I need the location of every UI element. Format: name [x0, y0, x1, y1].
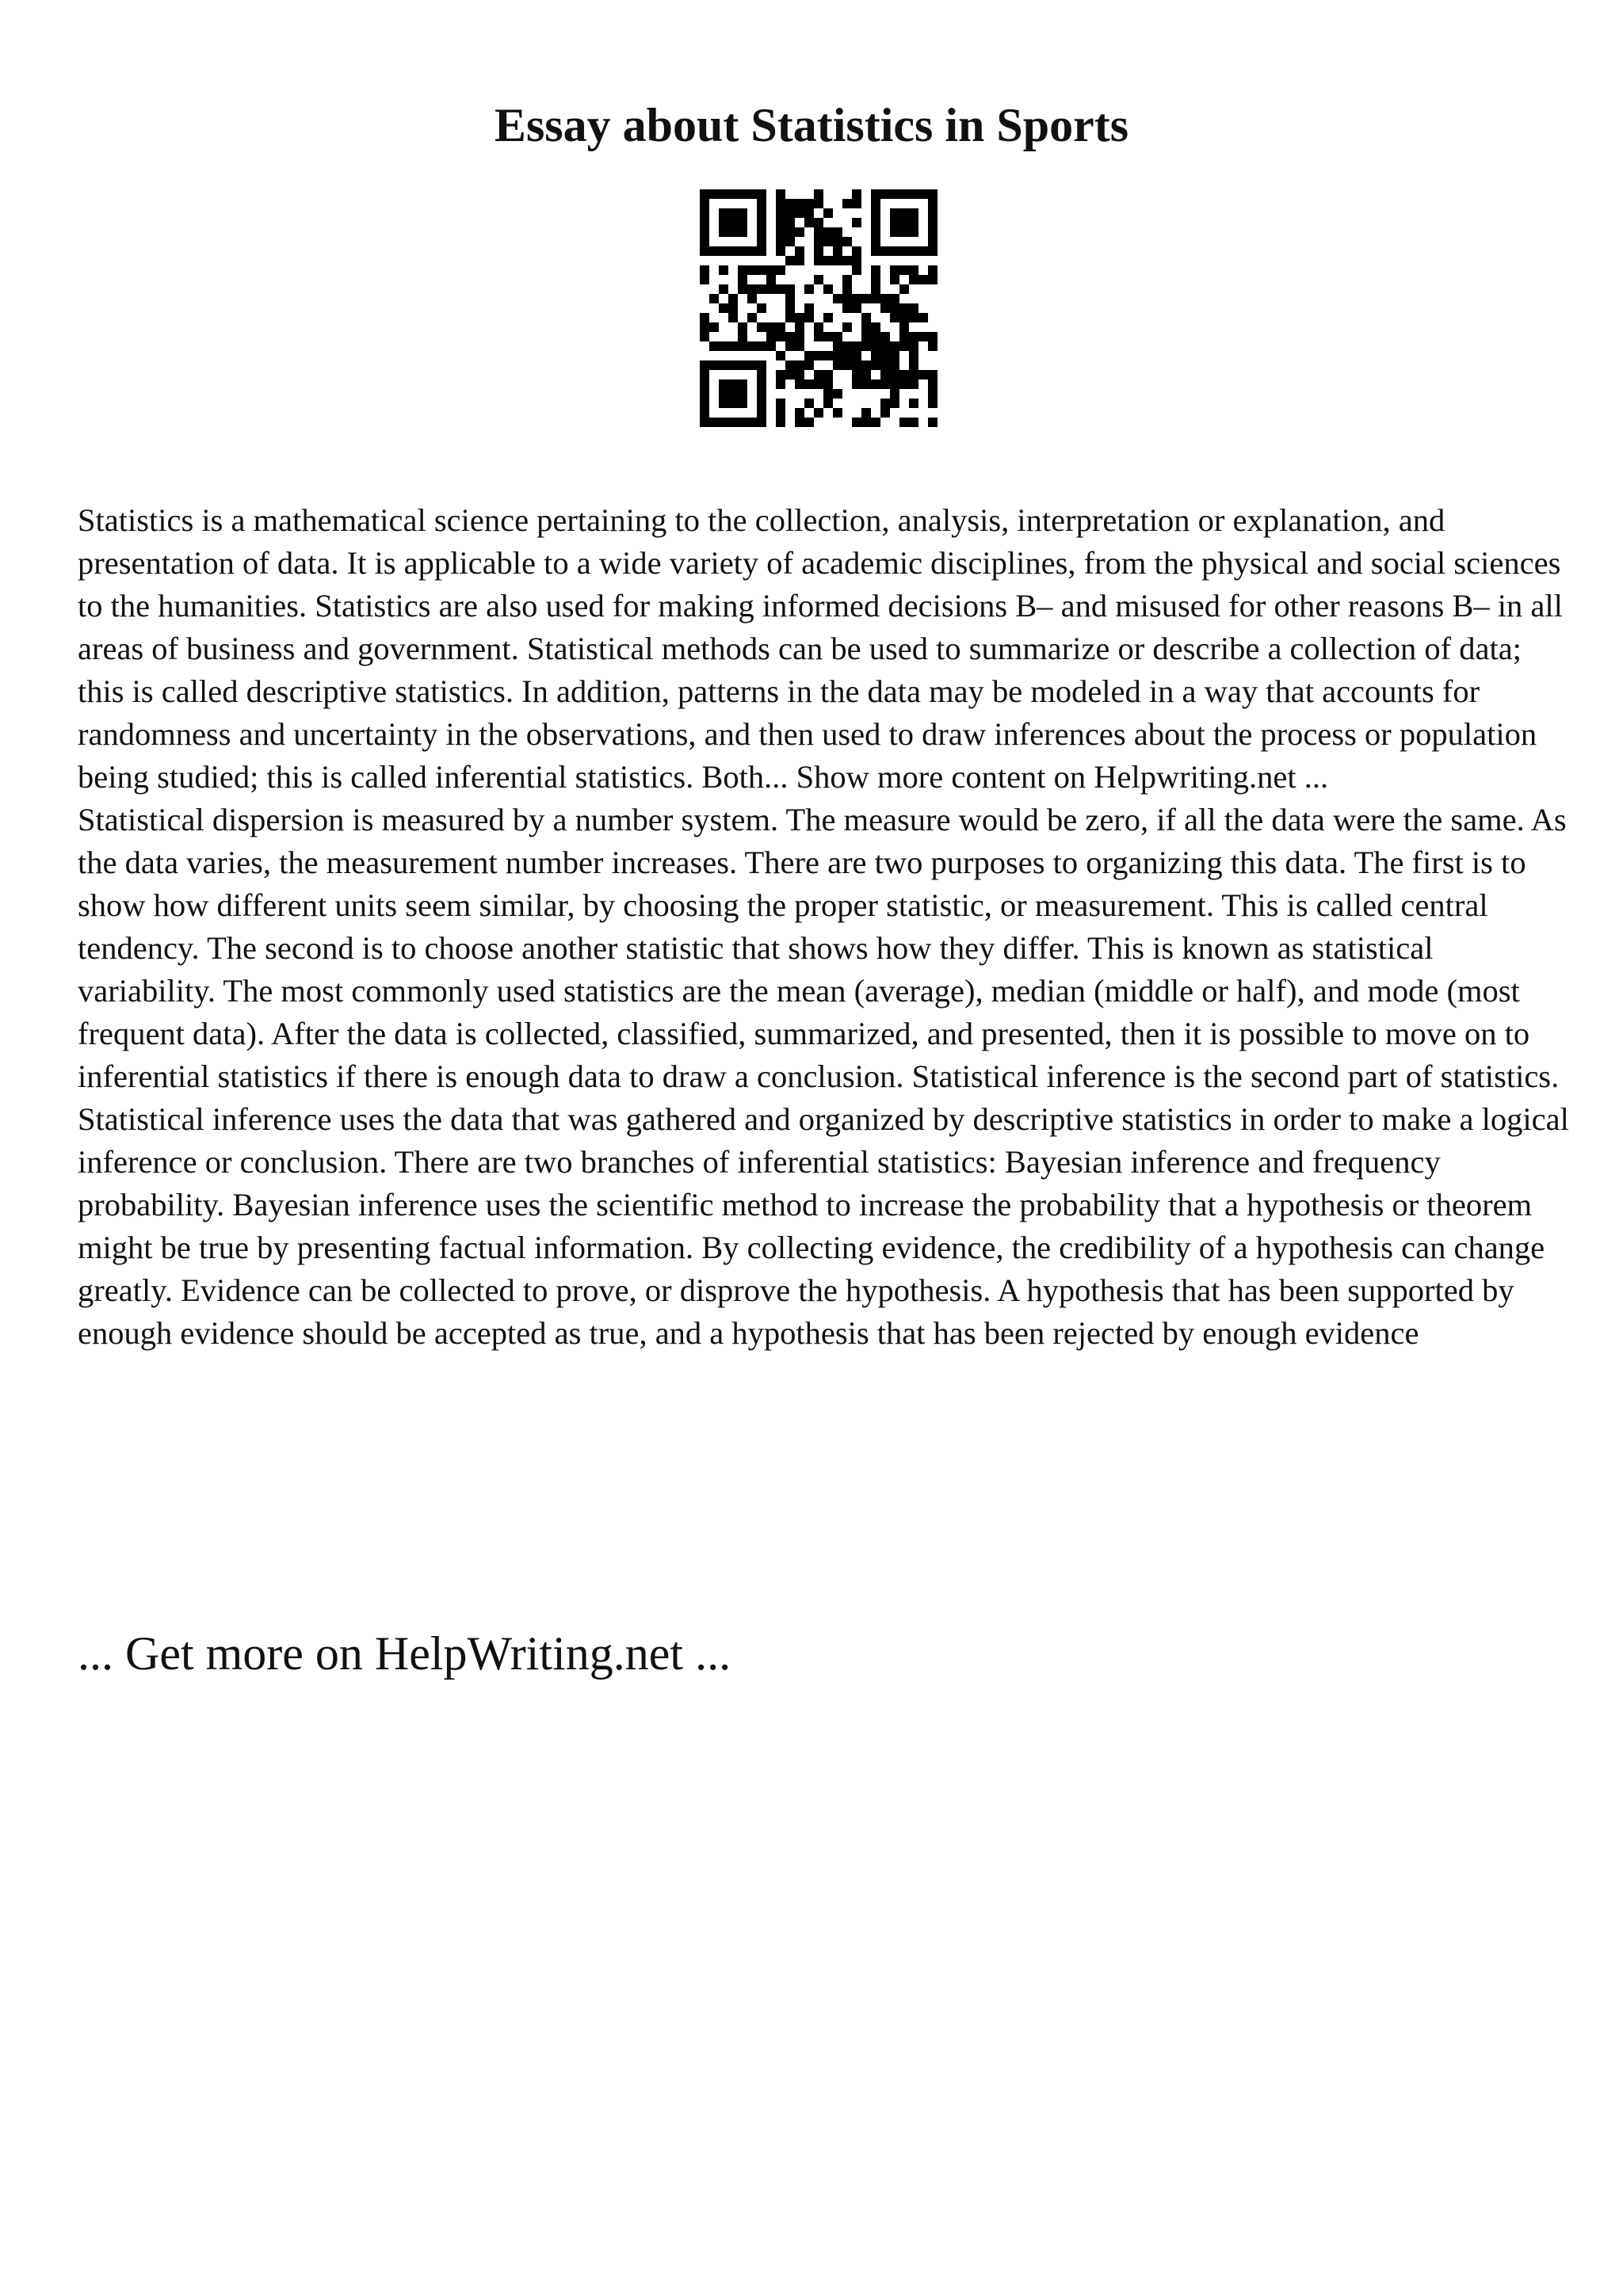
page-title: Essay about Statistics in Sports [494, 99, 1129, 151]
qr-code-icon [700, 189, 938, 428]
paragraph-2: Statistical dispersion is measured by a number system. The measure would be zero, if all the data were the same. As the data varies, the measurement number increases. There are two purposes to organizing this data. The first is to show how different units seem similar, by choosing the proper statistic, or measurement. This is called central tendency. The second is to choose another statistic that shows how they differ. This is known as statistical variability. The most commonly used statistics are the mean (average), median (middle or half), and mode (most frequent data). After the data is collected, classified, summarized, and presented, then it is possible to move on to inferential statistics if there is enough data to draw a conclusion. Statistical inference is the second part of statistics. Statistical inference uses the data that was gathered and organized by descriptive statistics in order to make a logical inference or conclusion. There are two branches of inferential statistics: Bayesian inference and frequency probability. Bayesian inference uses the scientific method to increase the probability that a hypothesis or theorem might be true by presenting factual information. By collecting evidence, the credibility of a hypothesis can change greatly. Evidence can be collected to prove, or disprove the hypothesis. A hypothesis that has been supported by enough evidence should be accepted as true, and a hypothesis that has been rejected by enough evidence [78, 802, 1569, 1351]
get-more-link[interactable]: ... Get more on HelpWriting.net ... [78, 1627, 731, 1680]
paragraph-1: Statistics is a mathematical science pertaining to the collection, analysis, interpretation or explanation, and presentation of data. It is applicable to a wide variety of academic disciplines, from the physical and social sciences to the humanities. Statistics are also used for making informed decisions B– and misused for other reasons B– in all areas of business and government. Statistical methods can be used to summarize or describe a collection of data; this is called descriptive statistics. In addition, patterns in the data may be modeled in a way that accounts for randomness and uncertainty in the observations, and then used to draw inferences about the process or population being studied; this is called inferential statistics. Both... Show more content on Helpwriting.net ... [78, 502, 1563, 795]
essay-body [78, 499, 1575, 1355]
